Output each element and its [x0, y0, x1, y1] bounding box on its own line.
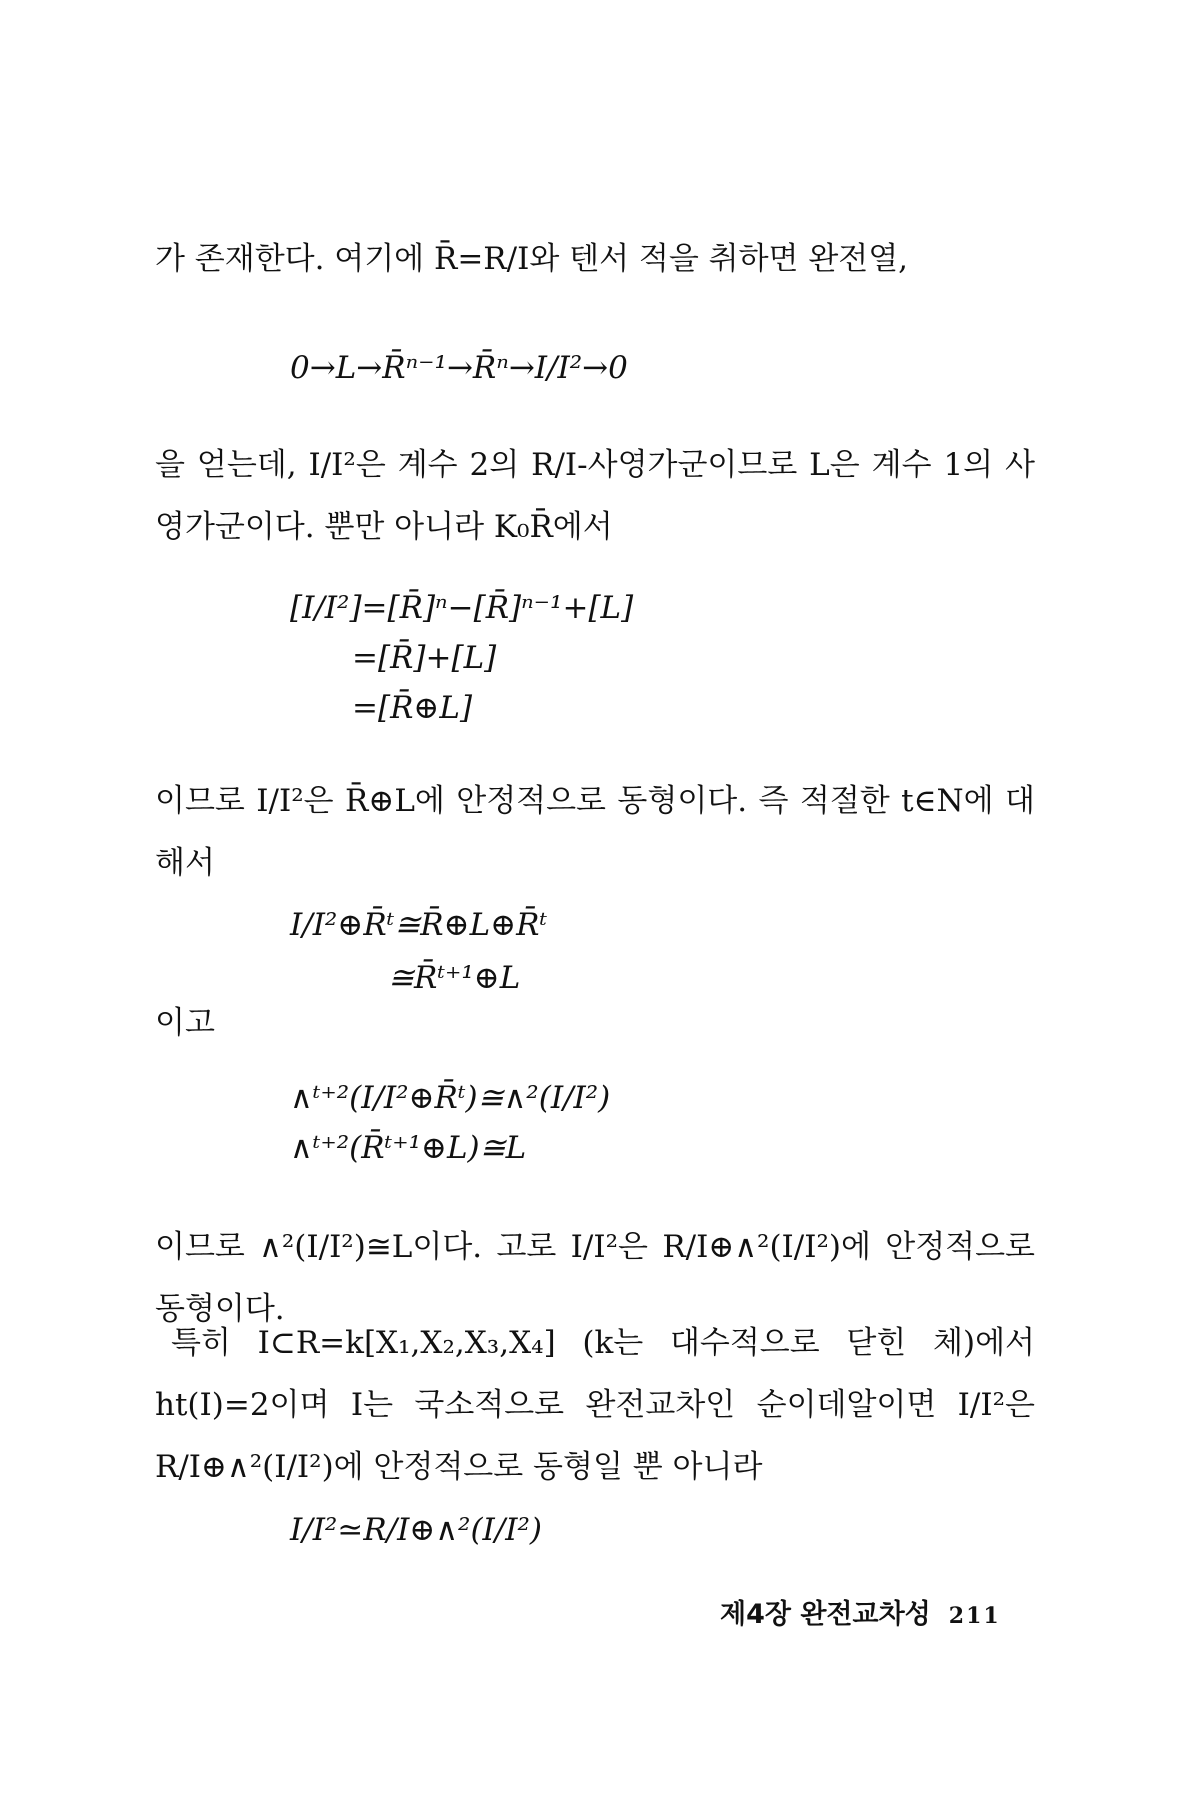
paragraph-4: 이고: [155, 1005, 215, 1041]
equation-exact-sequence: 0→L→R̄ⁿ⁻¹→R̄ⁿ→I/I²→0: [290, 350, 628, 386]
equation-exterior-line-1: ∧ᵗ⁺²(I/I²⊕R̄ᵗ)≅∧²(I/I²): [290, 1080, 611, 1116]
paragraph-3: 이므로 I/I²은 R̄⊕L에 안정적으로 동형이다. 즉 적절한 t∈N에 대해서: [155, 783, 1035, 881]
equation-exterior-line-2: ∧ᵗ⁺²(R̄ᵗ⁺¹⊕L)≅L: [290, 1130, 527, 1166]
equation-stable-iso-line-1: I/I²⊕R̄ᵗ≅R̄⊕L⊕R̄ᵗ: [290, 907, 548, 943]
page-footer: [720, 1592, 1040, 1631]
equation-k0-line-2: =[R̄]+[L]: [352, 640, 497, 676]
equation-k0-line-3: =[R̄⊕L]: [352, 690, 473, 726]
paragraph-5: 이므로 ∧²(I/I²)≅L이다. 고로 I/I²은 R/I⊕∧²(I/I²)에 안정적으로 동형이다.: [155, 1229, 1035, 1327]
paragraph-6: 특히 I⊂R=k[X₁,X₂,X₃,X₄] (k는 대수적으로 닫힌 체)에서 ht(I)=2이며 I는 국소적으로 완전교차인 순이데알이면 I/I²은 R/I⊕∧²(I/I²)에 안정적으로 동형일 뿐 아니라: [155, 1325, 1035, 1485]
equation-final-iso: I/I²≃R/I⊕∧²(I/I²): [290, 1512, 543, 1548]
chapter-title: 제4장 완전교차성: [720, 1599, 931, 1630]
paragraph-2: 을 얻는데, I/I²은 계수 2의 R/I-사영가군이므로 L은 계수 1의 사영가군이다. 뿐만 아니라 K₀R̄에서: [155, 447, 1035, 545]
equation-stable-iso-line-2: ≅R̄ᵗ⁺¹⊕L: [388, 960, 521, 996]
page-number: 211: [948, 1603, 1001, 1629]
equation-k0-line-1: [I/I²]=[R̄]ⁿ−[R̄]ⁿ⁻¹+[L]: [290, 590, 634, 626]
paragraph-1: 가 존재한다. 여기에 R̄=R/I와 텐서 적을 취하면 완전열,: [155, 241, 909, 277]
